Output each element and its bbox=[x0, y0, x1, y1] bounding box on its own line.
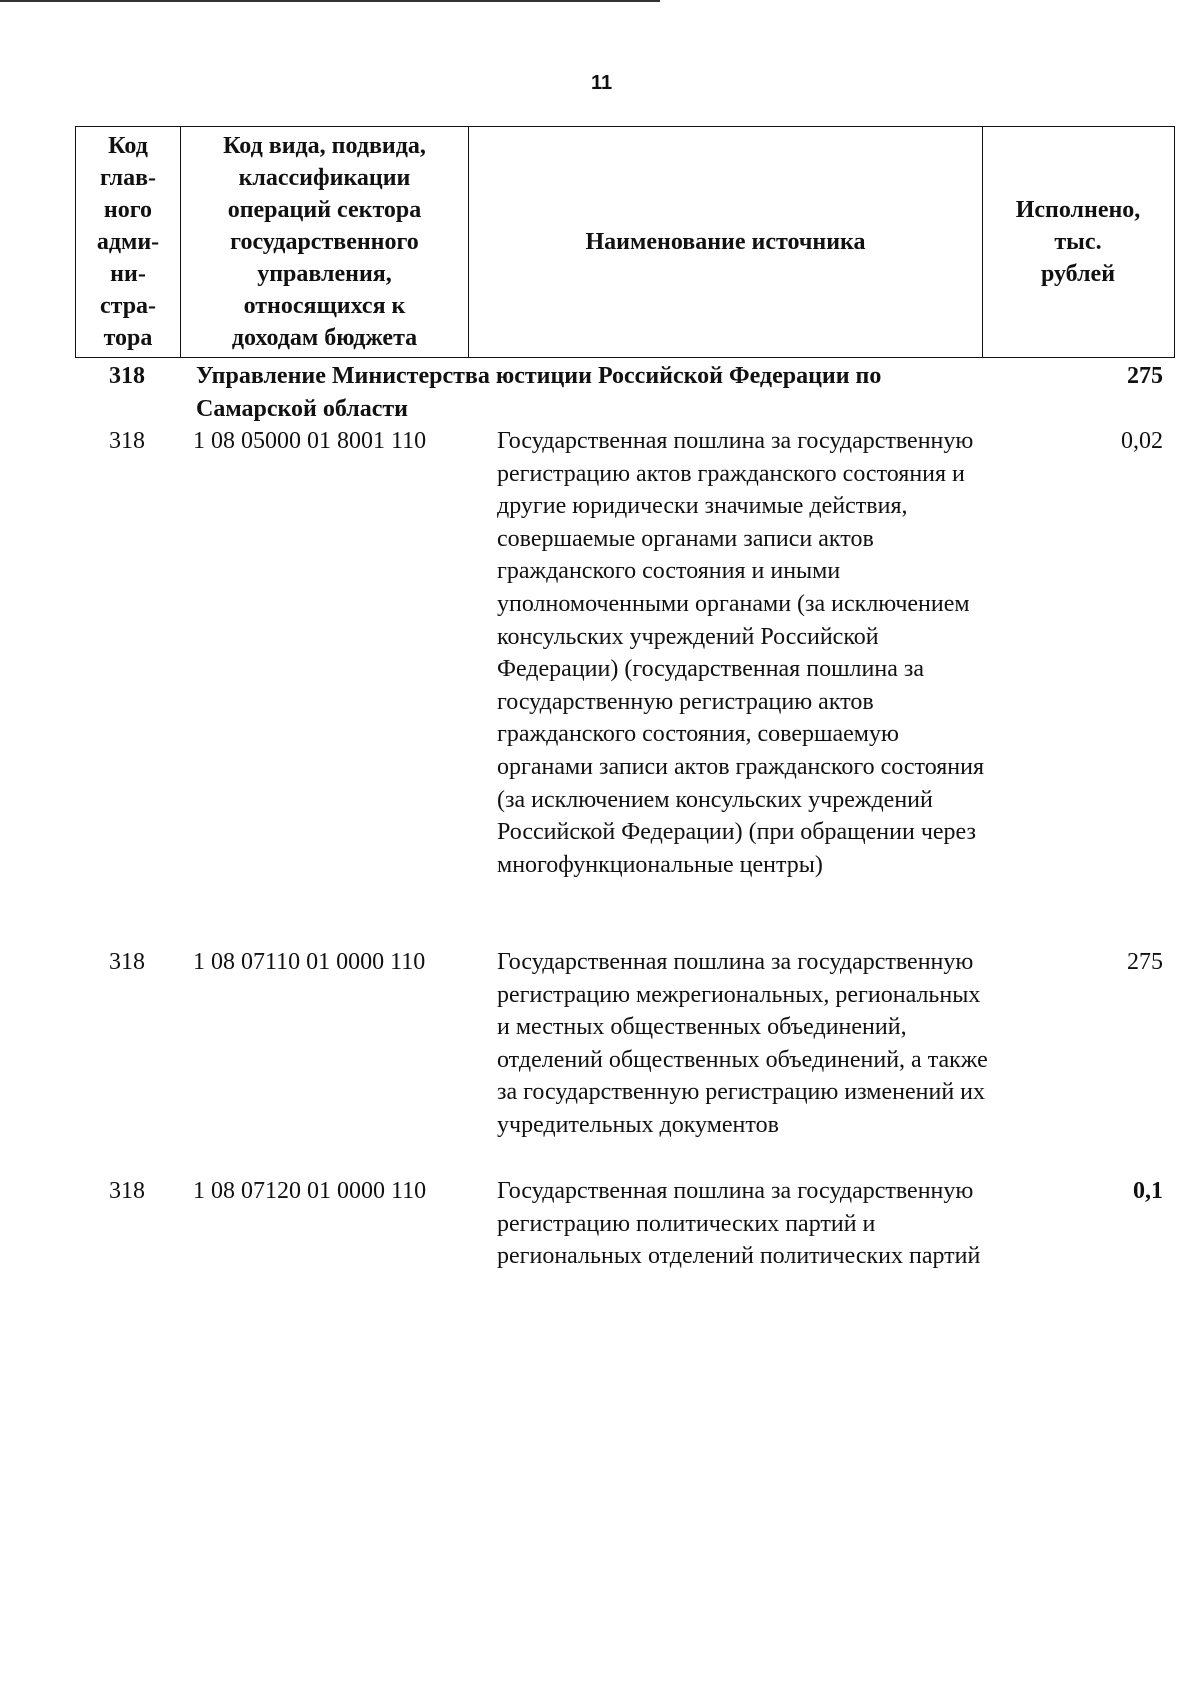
row-type-code: 1 08 05000 01 8001 110 bbox=[193, 428, 427, 454]
row-name: Государственная пошлина за государственную регистрацию политических партий и региональных отделений политических партий bbox=[497, 1178, 981, 1270]
row-admin-code: 318 bbox=[109, 1178, 145, 1204]
header-source-name: Наименование источника bbox=[468, 127, 982, 357]
table-header bbox=[75, 126, 1175, 358]
group-amount: 275 bbox=[1127, 363, 1163, 389]
header-executed: Исполнено, тыс. рублей bbox=[982, 127, 1173, 357]
row-admin-code: 318 bbox=[109, 428, 145, 454]
row-amount: 0,1 bbox=[1133, 1178, 1163, 1204]
row-amount: 0,02 bbox=[1121, 428, 1163, 454]
top-edge-line bbox=[0, 0, 660, 2]
page-number: 11 bbox=[591, 72, 613, 94]
row-type-code: 1 08 07120 01 0000 110 bbox=[193, 1178, 427, 1204]
group-admin-code: 318 bbox=[109, 363, 145, 389]
header-type-code: Код вида, подвида, классификации операций сектора государственного управления, относящихся к доходам бюджета bbox=[180, 127, 468, 357]
row-name: Государственная пошлина за государственную регистрацию актов гражданского состояния и другие юридически значимые действия, совершаемые органами записи актов гражданского состояния и иными уполномоченными органами (за исключением консульских учреждений Российской Федерации) (государственная пошлина за государственную регистрацию актов гражданского состояния, совершаемую органами записи актов гражданского состояния (за исключением консульских учреждений Российской Федерации) (при обращении через многофункциональные центры) bbox=[497, 428, 985, 878]
row-admin-code: 318 bbox=[109, 949, 145, 975]
group-name: Управление Министерства юстиции Российской Федерации по Самарской области bbox=[196, 363, 882, 422]
row-amount: 275 bbox=[1127, 949, 1163, 975]
row-name: Государственная пошлина за государственную регистрацию межрегиональных, региональных и местных общественных объединений, отделений общественных объединений, а также за государственную регистрацию изменений их учредительных документов bbox=[497, 949, 988, 1138]
header-admin-code: Код глав- ного адми- ни- стра- тора bbox=[96, 133, 160, 351]
row-type-code: 1 08 07110 01 0000 110 bbox=[193, 949, 426, 975]
